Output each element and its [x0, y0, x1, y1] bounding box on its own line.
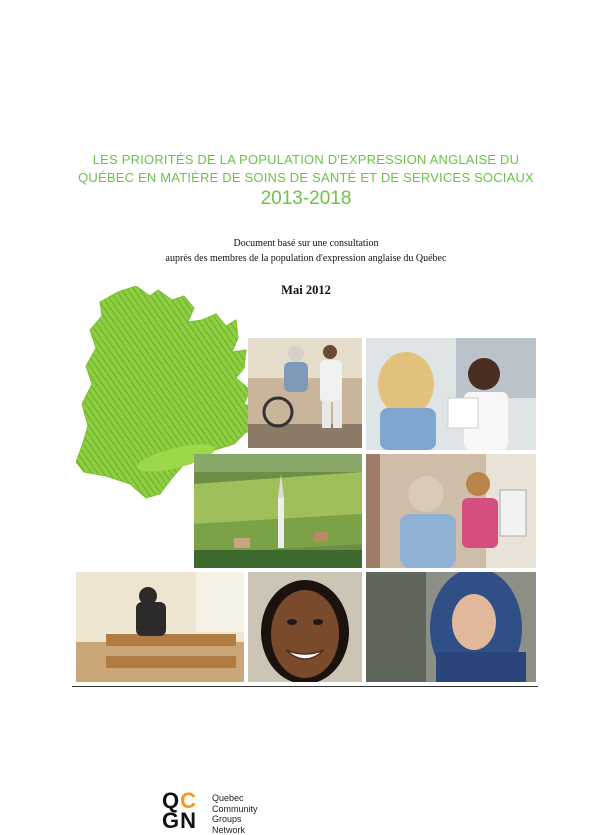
logo-letter-q: Q: [162, 788, 180, 813]
logo-name-line-3: Groups: [212, 814, 282, 825]
logo-letter-g: G: [162, 808, 180, 833]
logo-letter-c: C: [180, 788, 197, 813]
qcgn-logo-name: [212, 793, 282, 835]
logo-name-line-2: Community: [212, 804, 282, 815]
photo-nurse-patient: [366, 454, 536, 568]
logo-name-line-4: Network: [212, 825, 282, 835]
photo-child-hood: [366, 572, 536, 682]
photo-waiting-room: [76, 572, 244, 682]
photo-village-landscape: [194, 454, 362, 568]
subtitle-line-1: Document basé sur une consultation: [60, 238, 552, 249]
photo-smiling-woman: [248, 572, 362, 682]
cover-title-line-2: QUÉBEC EN MATIÈRE DE SOINS DE SANTÉ ET DE SERVICES SOCIAUX: [60, 170, 552, 185]
cover-collage: [76, 286, 536, 682]
logo-letter-n: N: [180, 808, 197, 833]
logo-name-line-1: Quebec: [212, 793, 282, 804]
cover-title-line-1: LES PRIORITÉS DE LA POPULATION D'EXPRESSION ANGLAISE DU: [60, 152, 552, 167]
publication-date: Mai 2012: [60, 283, 552, 298]
photo-pharmacy-consultation: [366, 338, 536, 450]
qcgn-logo: [162, 791, 197, 831]
subtitle-line-2: auprès des membres de la population d'expression anglaise du Québec: [60, 253, 552, 264]
photo-elderly-wheelchair: [248, 338, 362, 448]
qcgn-logo-mark: [162, 791, 197, 831]
cover-title-years: 2013-2018: [60, 188, 552, 210]
bottom-rule: [72, 686, 538, 687]
